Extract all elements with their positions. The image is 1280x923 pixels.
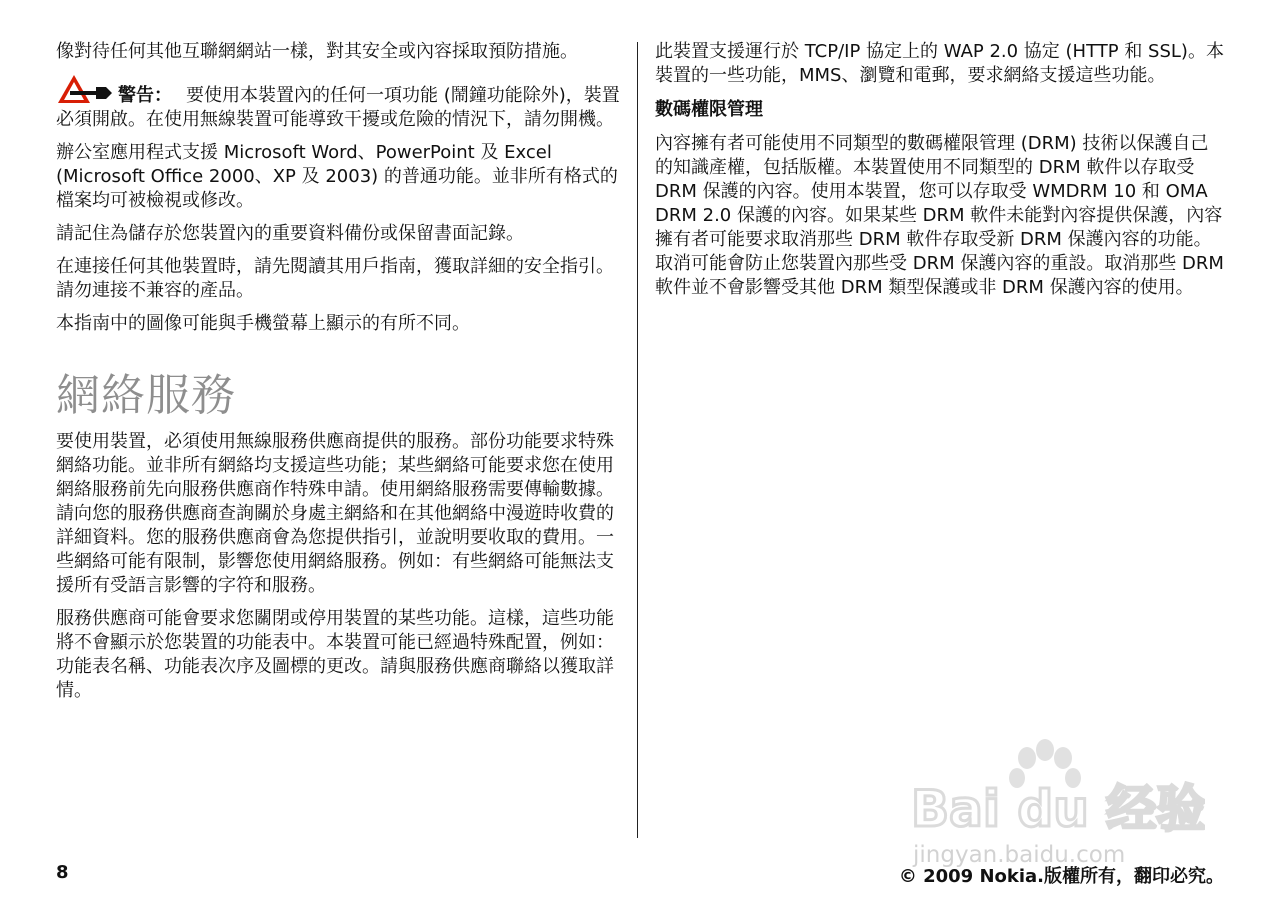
paragraph-network-services: 要使用裝置，必須使用無線服務供應商提供的服務。部份功能要求特殊網絡功能。並非所有網絡均支援這些功能；某些網絡可能要求您在使用網絡服務前先向服務供應商作特殊申請。使用網絡服務需要傳輸數據。請向您的服務供應商查詢關於身處主網絡和在其他網絡中漫遊時收費的詳細資料。您的服務供應商會為您提供指引，並說明要收取的費用。一些網絡可能有限制，影響您使用網絡服務。例如：有些網絡可能無法支援所有受語言影響的字符和服務。 (56, 431, 614, 596)
paragraph-provider-features: 服務供應商可能會要求您關閉或停用裝置的某些功能。這樣，這些功能將不會顯示於您裝置的功能表中。本裝置可能已經過特殊配置，例如：功能表名稱、功能表次序及圖標的更改。請與服務供應商聯絡以獲取詳情。 (56, 608, 614, 701)
watermark-logo: Bai du 经验 (911, 780, 1205, 838)
paragraph-wap-support: 此裝置支援運行於 TCP/IP 協定上的 WAP 2.0 協定 (HTTP 和 SSL)。本裝置的一些功能，MMS、瀏覽和電郵，要求網絡支援這些功能。 (655, 41, 1224, 86)
paragraph-images-differ: 本指南中的圖像可能與手機螢幕上顯示的有所不同。 (56, 313, 470, 334)
warning-hand-icon (56, 73, 116, 105)
section-title-network-services: 網絡服務 (56, 370, 236, 421)
warning-block (56, 73, 622, 132)
baidu-watermark (905, 738, 1205, 878)
paragraph-safety-precautions: 像對待任何其他互聯網網站一樣，對其安全或內容採取預防措施。 (56, 41, 578, 62)
copyright-notice: © 2009 Nokia.版權所有，翻印必究。 (898, 866, 1224, 887)
subheading-drm: 數碼權限管理 (655, 99, 763, 120)
watermark-url: jingyan.baidu.com (913, 842, 1126, 868)
paragraph-drm: 內容擁有者可能使用不同類型的數碼權限管理 (DRM) 技術以保護自己的知識產權，包括版權。本裝置使用不同類型的 DRM 軟件以存取受 DRM 保護的內容。使用本裝置，您可以存取受 WMDRM 10 和 OMA DRM 2.0 保護的內容。如果某些 DRM 軟件未能對內容提供保護，內容擁有者可能要求取消那些 DRM 軟件存取受新 DRM 保護內容的功能。取消可能會防止您裝置內那些受 DRM 保護內容的重設。取消那些 DRM 軟件並不會影響受其他 DRM 類型保護或非 DRM 保護內容的使用。 (655, 133, 1224, 298)
right-column (655, 40, 1225, 309)
warning-text: 要使用本裝置內的任何一項功能 (鬧鐘功能除外)，裝置必須開啟。在使用無線裝置可能導致干擾或危險的情況下，請勿開機。 (56, 85, 620, 130)
warning-label: 警告： (118, 85, 172, 106)
page-number: 8 (56, 862, 69, 883)
column-divider (637, 42, 638, 838)
left-column (56, 40, 622, 712)
baidu-paw-icon (905, 738, 1205, 878)
paragraph-connect-devices: 在連接任何其他裝置時，請先閱讀其用戶指南，獲取詳細的安全指引。請勿連接不兼容的產品。 (56, 256, 614, 301)
paragraph-backup: 請記住為儲存於您裝置內的重要資料備份或保留書面記錄。 (56, 223, 524, 244)
paragraph-office-apps: 辦公室應用程式支援 Microsoft Word、PowerPoint 及 Excel (Microsoft Office 2000、XP 及 2003) 的普通功能。並非所有格式的檔案均可被檢視或修改。 (56, 142, 618, 211)
